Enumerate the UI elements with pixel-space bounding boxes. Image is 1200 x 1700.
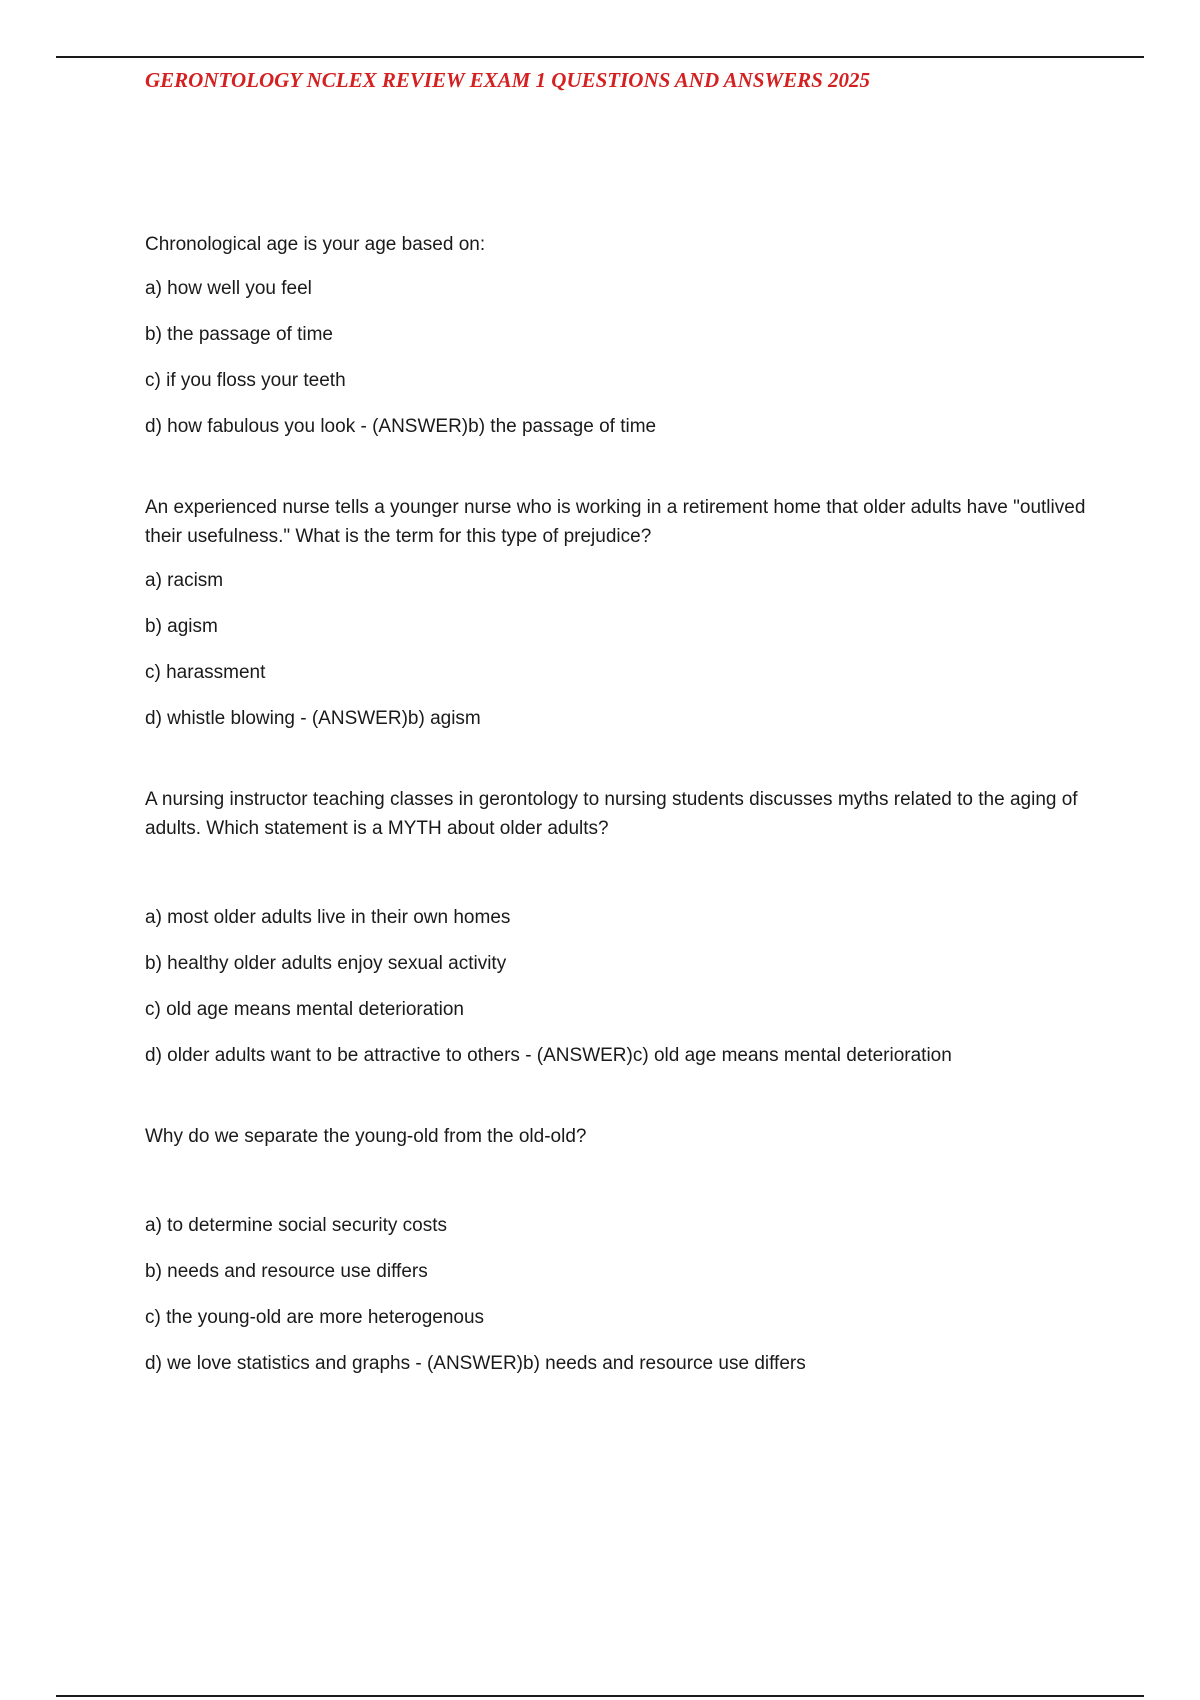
question-stem: Chronological age is your age based on: (145, 234, 486, 255)
option-c: c) the young-old are more heterogenous (145, 1307, 485, 1328)
question-list (145, 230, 1105, 1378)
bottom-rule (56, 1695, 1144, 1697)
option-a: a) to determine social security costs (145, 1215, 448, 1236)
question-4 (145, 1122, 1105, 1378)
question-stem: A nursing instructor teaching classes in gerontology to nursing students discusses myths related to the aging of adults. Which statement is a MYTH about older adults? (145, 789, 1078, 839)
option-d-with-answer: d) we love statistics and graphs - (ANSWER)b) needs and resource use differs (145, 1353, 806, 1374)
question-stem: An experienced nurse tells a younger nurse who is working in a retirement home that older adults have "outlived their usefulness." What is the term for this type of prejudice? (145, 497, 1086, 547)
option-c: c) old age means mental deterioration (145, 999, 464, 1020)
question-3 (145, 785, 1105, 1070)
question-1 (145, 230, 1105, 441)
option-c: c) if you floss your teeth (145, 370, 346, 391)
option-c: c) harassment (145, 662, 266, 683)
question-2 (145, 493, 1105, 733)
option-b: b) healthy older adults enjoy sexual activity (145, 953, 507, 974)
option-a: a) most older adults live in their own homes (145, 907, 511, 928)
question-stem: Why do we separate the young-old from the old-old? (145, 1126, 587, 1147)
option-b: b) the passage of time (145, 324, 333, 345)
option-a: a) racism (145, 570, 224, 591)
document-title: GERONTOLOGY NCLEX REVIEW EXAM 1 QUESTIONS AND ANSWERS 2025 (145, 68, 871, 92)
option-d-with-answer: d) how fabulous you look - (ANSWER)b) the passage of time (145, 416, 657, 437)
top-rule (56, 56, 1144, 58)
option-a: a) how well you feel (145, 278, 312, 299)
option-b: b) agism (145, 616, 218, 637)
option-d-with-answer: d) older adults want to be attractive to others - (ANSWER)c) old age means mental deterioration (145, 1045, 952, 1066)
option-d-with-answer: d) whistle blowing - (ANSWER)b) agism (145, 708, 481, 729)
option-b: b) needs and resource use differs (145, 1261, 428, 1282)
